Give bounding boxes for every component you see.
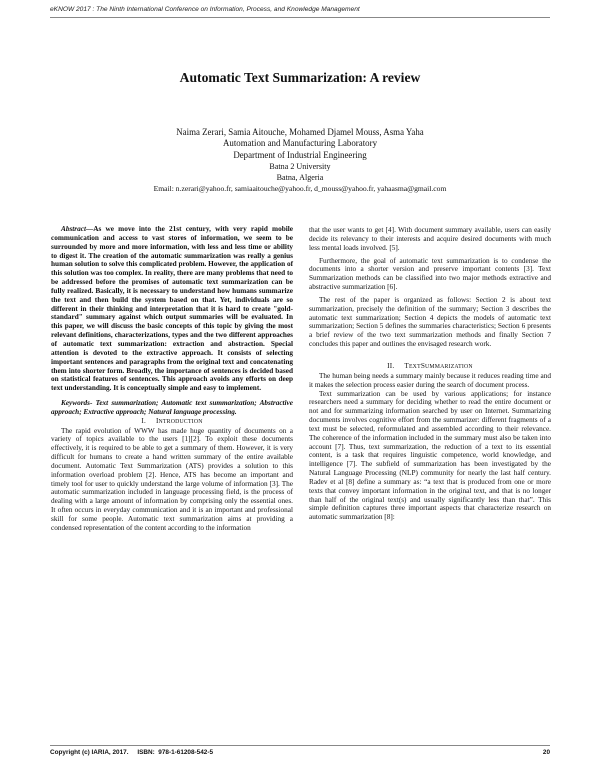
footer-rule — [50, 745, 550, 746]
abstract-label: Abstract — [61, 225, 86, 233]
intro-paragraph-1: The rapid evolution of WWW has made huge quantity of documents on a variety of topics available to the users [1][2]. To exploit these documents effectively, it is required to be able to get a summary of them. However, it is very difficult for humans to create a hand written summary of the entire available document. Automatic Text Summarization (ATS) provides a solution to this information overload problem [2]. Hence, ATS has become an important and timely tool for user to quickly understand the large volume of information [3]. The automatic summarization included in language processing field, is the process of dealing with a large amount of information by comprising only the essential ones. It often occurs in everyday communication and it is an important and professional skill for some people. Automatic text summarization aims at providing a condensed representation of the content according to the information — [51, 426, 293, 532]
author-lab: Automation and Manufacturing Laboratory — [222, 138, 378, 149]
paper-title: Automatic Text Summarization: A review — [179, 70, 421, 85]
author-city: Batna, Algeria — [276, 173, 324, 183]
section2-paragraph-1: The human being needs a summary mainly because it reduces reading time and it makes the selection process easier during the search of document process. — [309, 371, 551, 389]
running-head: eKNOW 2017 : The Ninth International Conference on Information, Process, and Knowledge Management — [50, 6, 360, 13]
intro-paragraph-3: The rest of the paper is organized as follows: Section 2 is about text summarization, precisely the definition of the summary; Section 3 describes the automatic text summarization; Section 4 depicts the models of automatic text summarization; Section 5 defines the summaries characteristics; Section 6 presents a brief review of the two text summarization methods and finally Section 7 concludes this paper and outlines the envisaged research work. — [309, 295, 551, 349]
section-title-cap: I — [155, 416, 159, 425]
section-title-rest: UMMARIZATION — [425, 363, 473, 370]
author-names: Naima Zerari, Samia Aitouche, Mohamed Djamel Mouss, Asma Yaha — [176, 127, 424, 137]
author-dept: Department of Industrial Engineering — [233, 149, 367, 160]
keywords: Keywords- Text summarization; Automatic text summarization; Abstractive approach; Extractive approach; Natural language processing. — [51, 399, 293, 416]
author-block — [50, 127, 550, 195]
section-number: II. — [387, 361, 395, 370]
right-column — [309, 226, 551, 522]
section-heading-introduction — [51, 417, 293, 427]
header-rule — [50, 17, 550, 18]
abstract — [51, 225, 293, 393]
section-title-rest: NTRODUCTION — [158, 418, 203, 425]
abstract-text: —As we move into the 21st century, with very rapid mobile communication and access to vast stores of information, we seem to be surrounded by more and more information, with less and less time or ability to digest it. The creation of the automatic summarization was really a genius human solution to solve this complicated problem. However, the application of this solution was too complex. In reality, there are many problems that need to be addressed before the promises of automatic text summarization can be fully realized. Basically, it is necessary to understand how humans summarize the text and then build the system based on that. Yet, individuals are so different in their thinking and interpretation that it is hard to create "gold-standard" summary against which output summaries will be evaluated. In this paper, we will discuss the basic concepts of this topic by giving the most relevant definitions, characterizations, types and the two different approaches of automatic text summarization: extraction and abstraction. Special attention is devoted to the extractive approach. It consists of selecting important sentences and paragraphs from the original text and concatenating them into shorter form. Broadly, the importance of sentences is decided based on statistical features of sentences. This approach avoids any efforts on deep text understanding. It is conceptually simple and easy to implement. — [51, 225, 293, 393]
section-title-cap: S — [420, 361, 426, 370]
section-heading-text-summarization — [309, 362, 551, 372]
intro-paragraph-1-cont: that the user wants to get [4]. With document summary available, users can easily decide its relevancy to their interests and acquire desired documents with much less mental loads involved. [5]. — [309, 226, 551, 252]
author-university: Batna 2 University — [269, 161, 331, 171]
page-number: 20 — [542, 749, 550, 756]
footer-copyright: Copyright (c) IARIA, 2017. ISBN: 978-1-61208-542-5 — [50, 749, 214, 756]
intro-paragraph-2: Furthermore, the goal of automatic text summarization is to condense the documents into a shorter version and preserve important contents [3]. Text Summarization methods can be classified into two major methods extractive and abstractive summarization [6]. — [309, 256, 551, 292]
left-column — [51, 225, 293, 533]
section2-paragraph-2: Text summarization can be used by various applications; for instance researchers need a summary for deciding whether to read the entire document or not and for summarizing information searched by user on Internet. Summarizing documents involves cognitive effort from the summarizer: different fragments of a text must be selected, reformulated and assembled according to their relevance. The coherence of the information included in the summary must also be taken into account [7]. Thus, text summarization, the reduction of a text to its essential content, is a task that requires linguistic competence, world knowledge, and intelligence [7]. The subfield of summarization has been investigated by the Natural Language Processing (NLP) community for nearly the last half century. Radev et al [8] define a summary as: “a text that is produced from one or more texts that convey important information in the original text, and that is no longer than half of the original text(s) and usually significantly less than that”. This simple definition captures three important aspects that characterize research on automatic summarization [8]: — [309, 389, 551, 522]
footer — [50, 749, 550, 756]
section-title-cap: T — [404, 361, 409, 370]
section-number: I. — [141, 416, 146, 425]
section-title-rest: EXT — [408, 363, 421, 370]
author-emails: Email: n.zerari@yahoo.fr, samiaaitouche@yahoo.fr, d_mouss@yahoo.fr, yahaasma@gmail.com — [153, 184, 447, 194]
